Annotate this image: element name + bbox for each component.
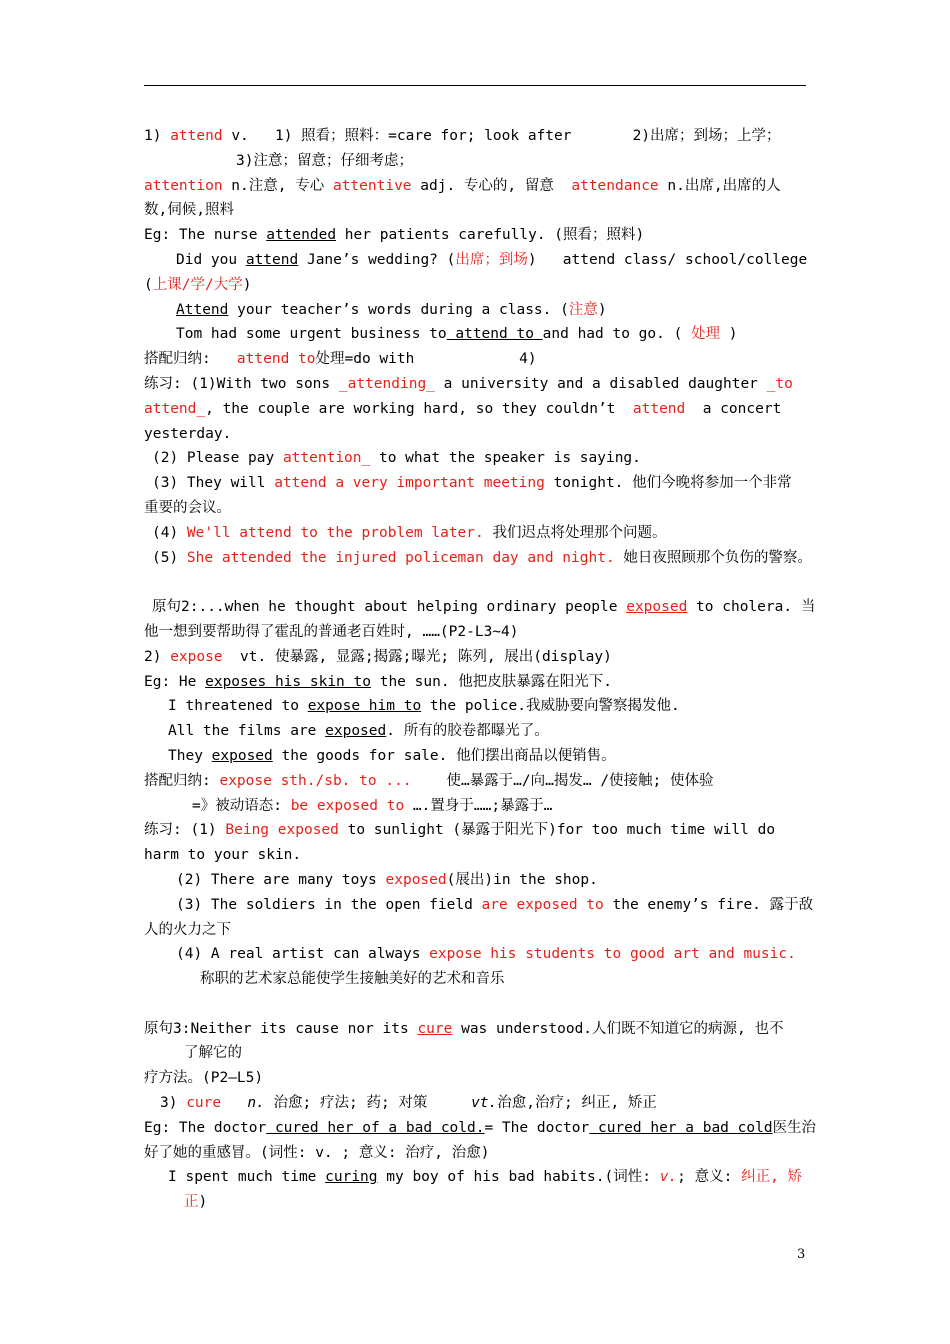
text-segment: her patients carefully. (照看；照料) xyxy=(336,227,645,244)
text-segment: . 所有的胶卷都曝光了。 xyxy=(386,723,549,740)
text-segment: expose sth./sb. to ... xyxy=(219,772,412,789)
text-segment: attended xyxy=(266,227,337,244)
text-segment: Eg: The doctor xyxy=(144,1119,267,1136)
text-segment: cure xyxy=(417,1020,453,1037)
text-segment: (3) They will xyxy=(152,475,275,492)
text-line xyxy=(144,446,812,471)
text-segment: 练习: (1) xyxy=(144,822,226,839)
text-line xyxy=(144,769,812,794)
text-segment: 上课/学/大学 xyxy=(152,276,243,293)
text-segment: attend to xyxy=(236,351,316,368)
text-segment: We'll attend to the problem later. xyxy=(186,524,484,541)
text-segment: exposed xyxy=(211,747,273,764)
text-segment: (展出)in the shop. xyxy=(446,871,598,888)
text-segment: the sun. 他把皮肤暴露在阳光下. xyxy=(370,673,613,690)
text-line xyxy=(144,719,812,744)
text-segment: exposed xyxy=(325,723,387,740)
text-segment: ) xyxy=(242,276,252,293)
text-segment: expose xyxy=(170,648,223,665)
text-line xyxy=(144,595,816,620)
text-segment: ….置身于……;暴露于… xyxy=(404,797,553,814)
text-segment: and had to go. ( xyxy=(542,326,692,343)
text-line xyxy=(144,893,812,918)
text-segment: Being exposed xyxy=(225,822,339,839)
text-line xyxy=(144,273,812,298)
text-segment xyxy=(221,1095,247,1111)
text-segment: attend to xyxy=(446,326,543,343)
text-segment: (2) There are many toys xyxy=(176,871,386,888)
text-line xyxy=(144,620,812,645)
text-line xyxy=(144,818,812,843)
text-segment: (4) A real artist can always xyxy=(176,946,430,963)
text-segment: the enemy’s fire. 露于敌 xyxy=(603,896,814,913)
text-segment: 数,伺候,照料 xyxy=(144,202,234,219)
text-line xyxy=(144,918,812,943)
text-segment: 治愈; 疗法; 药; 对策 xyxy=(264,1095,472,1112)
text-segment: attend xyxy=(632,400,686,417)
text-segment: expose him to xyxy=(307,698,422,715)
text-segment: 他一想到要帮助得了霍乱的普通老百姓时, ……(P2-L3~4) xyxy=(144,623,519,640)
text-line xyxy=(144,1017,812,1042)
text-segment: be exposed to xyxy=(290,797,405,814)
text-segment: 人的火力之下 xyxy=(144,921,231,938)
text-line xyxy=(144,471,812,496)
text-segment: 我们迟点将处理那个问题。 xyxy=(483,524,667,541)
text-segment: was understood.人们既不知道它的病源, 也不 xyxy=(452,1020,784,1037)
text-segment: 医生治 xyxy=(772,1119,817,1136)
text-line xyxy=(144,1190,812,1215)
text-segment: They xyxy=(168,747,212,764)
text-segment: 治愈,治疗; 纠正, 矫正 xyxy=(497,1095,657,1112)
text-line xyxy=(144,322,812,347)
text-segment: exposed xyxy=(385,871,447,888)
text-segment: a university and a disabled daughter xyxy=(434,375,767,392)
text-segment: 纠正, 矫 xyxy=(741,1169,803,1186)
text-segment: ) attend class/ school/college xyxy=(527,251,808,268)
text-segment: = The doctor xyxy=(484,1119,590,1136)
text-segment: Attend xyxy=(176,301,229,318)
text-line xyxy=(144,397,812,422)
text-segment: vt. 使暴露, 显露;揭露;曝光; 陈列, 展出(display) xyxy=(222,648,612,665)
text-line xyxy=(144,1066,812,1091)
text-segment: (5) xyxy=(152,549,187,566)
text-segment: 出席；到场 xyxy=(455,251,528,268)
text-line xyxy=(144,868,812,893)
text-segment: (4) xyxy=(152,524,187,541)
text-line xyxy=(144,372,812,397)
text-segment: , the couple are working hard, so they couldn’t xyxy=(205,400,633,417)
text-segment: 好了她的重感冒。(词性: v. ; 意义: 治疗, 治愈) xyxy=(144,1144,490,1161)
text-line xyxy=(144,521,812,546)
text-segment: curing xyxy=(325,1169,378,1186)
text-line xyxy=(144,422,812,447)
text-segment: 搭配归纳: xyxy=(144,351,237,368)
text-segment: Did you xyxy=(176,251,246,268)
text-segment: _to xyxy=(766,375,793,392)
text-line xyxy=(144,1041,812,1066)
text-line xyxy=(144,248,812,273)
text-line xyxy=(144,843,812,868)
text-segment: vt. xyxy=(471,1095,498,1112)
text-segment: Jane’s wedding? ( xyxy=(298,251,456,268)
text-segment: exposes his skin to xyxy=(205,673,371,690)
text-line xyxy=(144,198,812,223)
header-rule xyxy=(144,85,806,86)
text-segment: (3) The soldiers in the open field xyxy=(176,896,482,913)
text-line xyxy=(144,794,812,819)
text-segment: your teacher’s words during a class. ( xyxy=(228,301,569,318)
text-segment: 了解它的 xyxy=(184,1045,242,1062)
text-segment: v. xyxy=(659,1169,678,1186)
text-segment: attend xyxy=(170,128,223,144)
text-segment: (2) Please pay xyxy=(152,450,283,467)
text-segment: _attending_ xyxy=(338,375,435,392)
text-segment: 处理=do with 4) xyxy=(315,351,537,368)
text-segment: attend_ xyxy=(144,400,206,417)
text-segment: 原句3:Neither its cause nor its xyxy=(144,1020,418,1037)
text-line xyxy=(144,347,812,372)
text-segment: to sunlight (暴露于阳光下)for too much time will do xyxy=(338,822,776,839)
text-segment: I spent much time xyxy=(168,1169,326,1186)
text-line xyxy=(144,1116,817,1141)
text-segment: I threatened to xyxy=(168,698,308,715)
text-segment: Eg: He xyxy=(144,673,206,690)
text-segment: cured her of a bad cold. xyxy=(266,1119,485,1136)
text-segment: are exposed to xyxy=(481,896,604,913)
text-segment: attendance xyxy=(571,177,659,194)
text-segment: cured her a bad cold xyxy=(589,1119,773,1136)
text-segment: the police.我威胁要向警察揭发他. xyxy=(421,698,680,715)
text-segment: yesterday. xyxy=(144,425,232,442)
text-line xyxy=(144,670,812,695)
text-segment: tonight. 他们今晚将参加一个非常 xyxy=(544,475,792,492)
text-segment: a concert xyxy=(685,400,782,417)
text-segment: n. xyxy=(247,1095,265,1112)
text-segment: to what the speaker is saying. xyxy=(370,450,641,467)
text-segment: ) xyxy=(198,1194,208,1211)
text-line xyxy=(144,645,812,670)
text-segment: exposed xyxy=(626,599,688,616)
text-line xyxy=(144,174,812,199)
text-segment: 搭配归纳: xyxy=(144,772,220,789)
text-segment: ) xyxy=(720,326,738,343)
text-segment: 使…暴露于…/向…揭发… /使接触; 使体验 xyxy=(411,772,714,789)
text-segment: 3)注意；留意；仔细考虑； xyxy=(236,152,413,169)
text-segment: Eg: The nurse xyxy=(144,227,267,244)
text-line xyxy=(144,496,812,521)
text-segment: cure xyxy=(186,1095,222,1112)
text-segment: 注意 xyxy=(568,301,598,318)
text-segment: =》被动语态: xyxy=(192,797,291,814)
text-segment: to cholera. 当 xyxy=(687,599,816,616)
text-segment: She attended the injured policeman day and night. xyxy=(186,549,615,566)
blank-line xyxy=(144,992,812,1017)
text-segment: 称职的艺术家总能使学生接触美好的艺术和音乐 xyxy=(200,971,505,988)
text-segment: harm to your skin. xyxy=(144,847,302,864)
text-line xyxy=(144,124,812,149)
text-segment: attend a very important meeting xyxy=(274,475,545,492)
text-segment: attentive xyxy=(332,177,412,194)
text-line xyxy=(144,744,812,769)
text-segment: adj. 专心的, 留意 xyxy=(411,177,572,194)
text-segment: ; 意义: xyxy=(677,1169,742,1186)
document-body xyxy=(144,124,817,1215)
text-segment: 3) xyxy=(160,1095,187,1112)
text-segment: 正 xyxy=(184,1194,199,1211)
text-segment: v. 1) 照看；照料：=care for; look after 2)出席；到场；上学； xyxy=(222,128,781,144)
text-line xyxy=(144,1091,812,1116)
text-segment: 1) xyxy=(144,128,171,144)
text-line xyxy=(144,546,812,571)
text-segment: n.出席,出席的人 xyxy=(658,177,781,194)
text-segment: the goods for sale. 他们摆出商品以便销售。 xyxy=(272,747,616,764)
text-segment: ( xyxy=(144,276,153,293)
page-number: 3 xyxy=(797,1247,806,1262)
text-line xyxy=(144,967,812,992)
text-segment: 练习: (1)With two sons xyxy=(144,375,339,392)
text-segment: 原句2:...when he thought about helping ordinary people xyxy=(152,599,627,616)
blank-line xyxy=(144,570,812,595)
text-line xyxy=(144,1165,812,1190)
text-line xyxy=(144,298,812,323)
text-line xyxy=(144,694,812,719)
text-line xyxy=(144,1141,812,1166)
text-line xyxy=(144,223,812,248)
text-segment: 2) xyxy=(144,648,171,665)
text-segment: my boy of his bad habits.(词性: xyxy=(377,1169,660,1186)
text-segment: n.注意, 专心 xyxy=(222,177,333,194)
text-segment: All the films are xyxy=(168,723,326,740)
text-segment: attention_ xyxy=(282,450,371,467)
text-line xyxy=(144,149,812,174)
text-segment: attend xyxy=(245,251,299,268)
text-segment: expose his students to good art and music. xyxy=(429,946,796,963)
text-segment: 重要的会议。 xyxy=(144,499,231,516)
text-segment: attention xyxy=(144,177,223,194)
text-segment: 疗方法。(P2—L5) xyxy=(144,1070,264,1087)
text-segment: 她日夜照顾那个负伤的警察。 xyxy=(614,549,812,566)
text-line xyxy=(144,942,812,967)
text-segment: Tom had some urgent business to xyxy=(176,326,447,343)
text-segment: ) xyxy=(597,301,607,318)
text-segment: 处理 xyxy=(691,326,721,343)
